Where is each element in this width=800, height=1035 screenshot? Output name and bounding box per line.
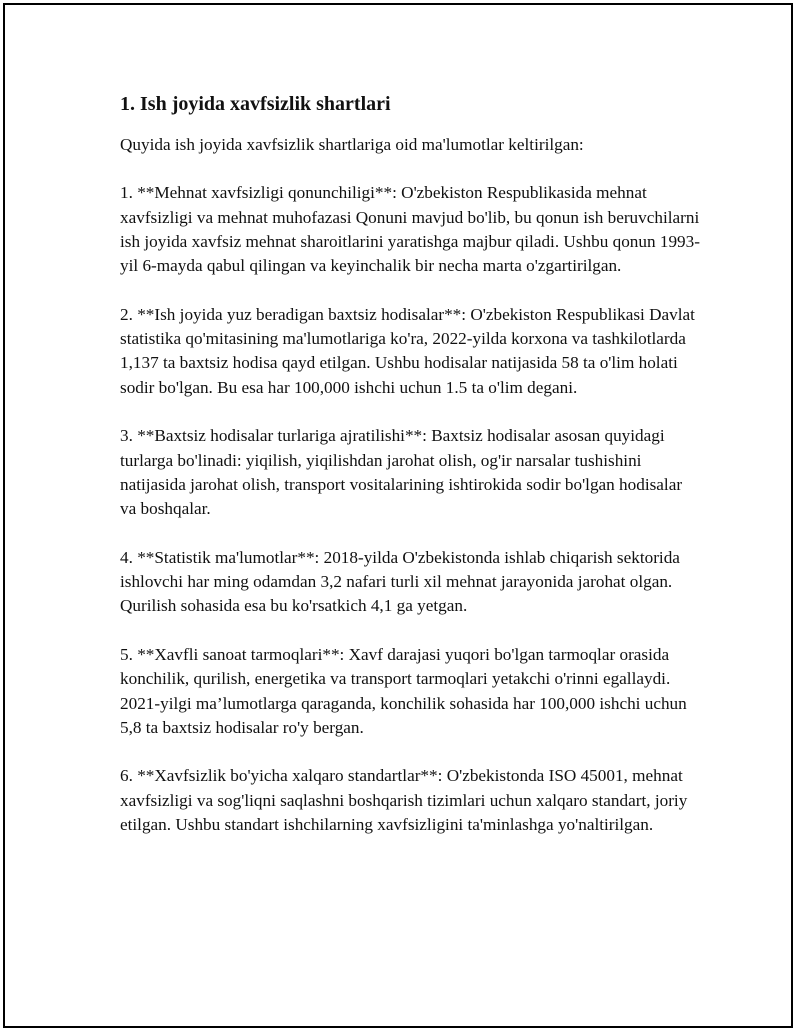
paragraph-2: 2. **Ish joyida yuz beradigan baxtsiz hodisalar**: O'zbekiston Respublikasi Davlat statistika qo'mitasining ma'lumotlariga ko'ra, 2022-yilda korxona va tashkilotlarda 1,137 ta baxtsiz hodisa qayd etilgan. Ushbu hodisalar natijasida 58 ta o'lim holati sodir bo'lgan. Bu esa har 100,000 ishchi uchun 1.5 ta o'lim degani.	[120, 304, 695, 397]
intro-paragraph: Quyida ish joyida xavfsizlik shartlariga oid ma'lumotlar keltirilgan:	[120, 135, 584, 154]
document-content	[120, 91, 700, 862]
paragraph-6: 6. **Xavfsizlik bo'yicha xalqaro standartlar**: O'zbekistonda ISO 45001, mehnat xavfsizligi va sog'liqni saqlashni boshqarish tizimlari uchun xalqaro standart, joriy etilgan. Ushbu standart ishchilarning xavfsizligini ta'minlashga yo'naltirilgan.	[120, 766, 688, 835]
document-page	[3, 3, 793, 1028]
paragraph-5: 5. **Xavfli sanoat tarmoqlari**: Xavf darajasi yuqori bo'lgan tarmoqlar orasida konchilik, qurilish, energetika va transport tarmoqlari yetakchi o'rinni egallaydi. 2021-yilgi ma’lumotlarga qaraganda, konchilik sohasida har 100,000 ishchi uchun 5,8 ta baxtsiz hodisalar ro'y bergan.	[120, 644, 687, 737]
paragraph-4: 4. **Statistik ma'lumotlar**: 2018-yilda O'zbekistonda ishlab chiqarish sektorida ishlovchi har ming odamdan 3,2 nafari turli xil mehnat jarayonida jarohat olgan. Qurilish sohasida esa bu ko'rsatkich 4,1 ga yetgan.	[120, 547, 680, 616]
paragraph-3: 3. **Baxtsiz hodisalar turlariga ajratilishi**: Baxtsiz hodisalar asosan quyidagi turlarga bo'linadi: yiqilish, yiqilishdan jarohat olish, og'ir narsalar tushishini natijasida jarohat olish, transport vositalarining ishtirokida sodir bo'lgan hodisalar va boshqalar.	[120, 426, 683, 519]
paragraph-1: 1. **Mehnat xavfsizligi qonunchiligi**: O'zbekiston Respublikasida mehnat xavfsizligi va mehnat muhofazasi Qonuni mavjud bo'lib, bu qonun ish beruvchilarni ish joyida xavfsiz mehnat sharoitlarini yaratishga majbur qiladi. Ushbu qonun 1993-yil 6-mayda qabul qilingan va keyinchalik bir necha marta o'zgartirilgan.	[120, 183, 700, 276]
document-title: 1. Ish joyida xavfsizlik shartlari	[120, 93, 391, 115]
